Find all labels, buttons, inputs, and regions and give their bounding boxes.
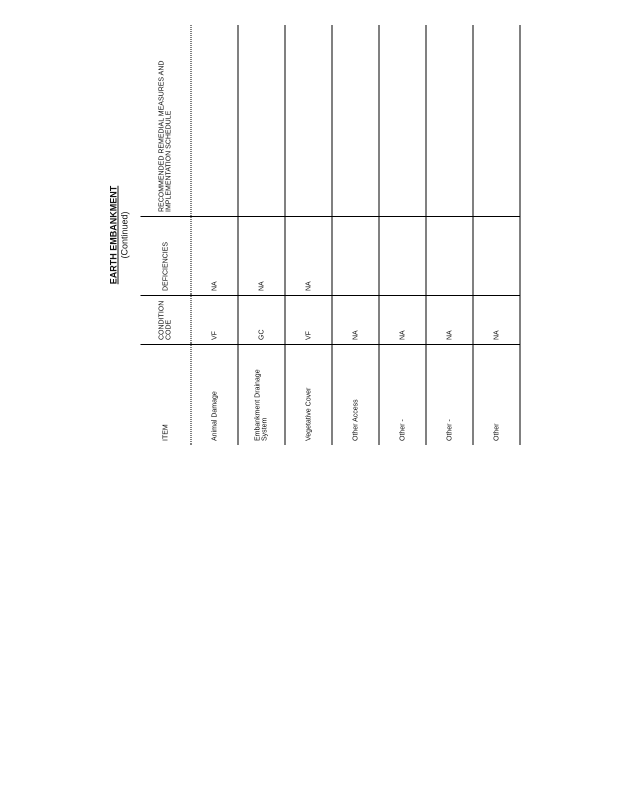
column-header-deficiencies: DEFICIENCIES xyxy=(141,217,192,296)
column-header-condition-code: CONDITION CODE xyxy=(141,296,192,345)
table-row xyxy=(238,25,285,445)
row-condition-code: NA xyxy=(379,296,426,345)
table-row xyxy=(426,25,473,445)
row-condition-code: GC xyxy=(238,296,285,345)
table-row xyxy=(332,25,379,445)
row-condition-code: NA xyxy=(426,296,473,345)
table-row xyxy=(191,25,238,445)
row-condition-code: VF xyxy=(285,296,332,345)
row-deficiency: NA xyxy=(238,217,285,296)
row-item: Other xyxy=(473,345,520,446)
row-item: Other Access xyxy=(332,345,379,446)
row-recommended xyxy=(426,25,473,217)
row-item: Other - xyxy=(426,345,473,446)
form-title: EARTH EMBANKMENT xyxy=(108,185,119,285)
row-recommended xyxy=(238,25,285,217)
row-deficiency: NA xyxy=(285,217,332,296)
row-deficiency xyxy=(332,217,379,296)
column-header-recommended: RECOMMENDED REMEDIAL MEASURES AND IMPLEMENTATION SCHEDULE xyxy=(141,25,192,217)
row-item: Vegetative Cover xyxy=(285,345,332,446)
row-condition-code: VF xyxy=(191,296,238,345)
table-header-row xyxy=(141,25,192,445)
row-recommended xyxy=(285,25,332,217)
row-item: Embankment Drainage System xyxy=(238,345,285,446)
form-title-block xyxy=(109,25,131,445)
row-deficiency xyxy=(426,217,473,296)
row-deficiency xyxy=(379,217,426,296)
form-subtitle: (Continued) xyxy=(119,211,130,259)
table-row xyxy=(473,25,520,445)
row-recommended xyxy=(191,25,238,217)
row-recommended xyxy=(473,25,520,217)
column-header-item: ITEM xyxy=(141,345,192,446)
row-item: Animal Damage xyxy=(191,345,238,446)
row-recommended xyxy=(379,25,426,217)
table-row xyxy=(285,25,332,445)
row-condition-code: NA xyxy=(332,296,379,345)
table-row xyxy=(379,25,426,445)
row-item: Other - xyxy=(379,345,426,446)
row-recommended xyxy=(332,25,379,217)
row-deficiency: NA xyxy=(191,217,238,296)
row-deficiency xyxy=(473,217,520,296)
inspection-table xyxy=(141,25,521,445)
row-condition-code: NA xyxy=(473,296,520,345)
rotated-form-sheet xyxy=(103,25,498,445)
